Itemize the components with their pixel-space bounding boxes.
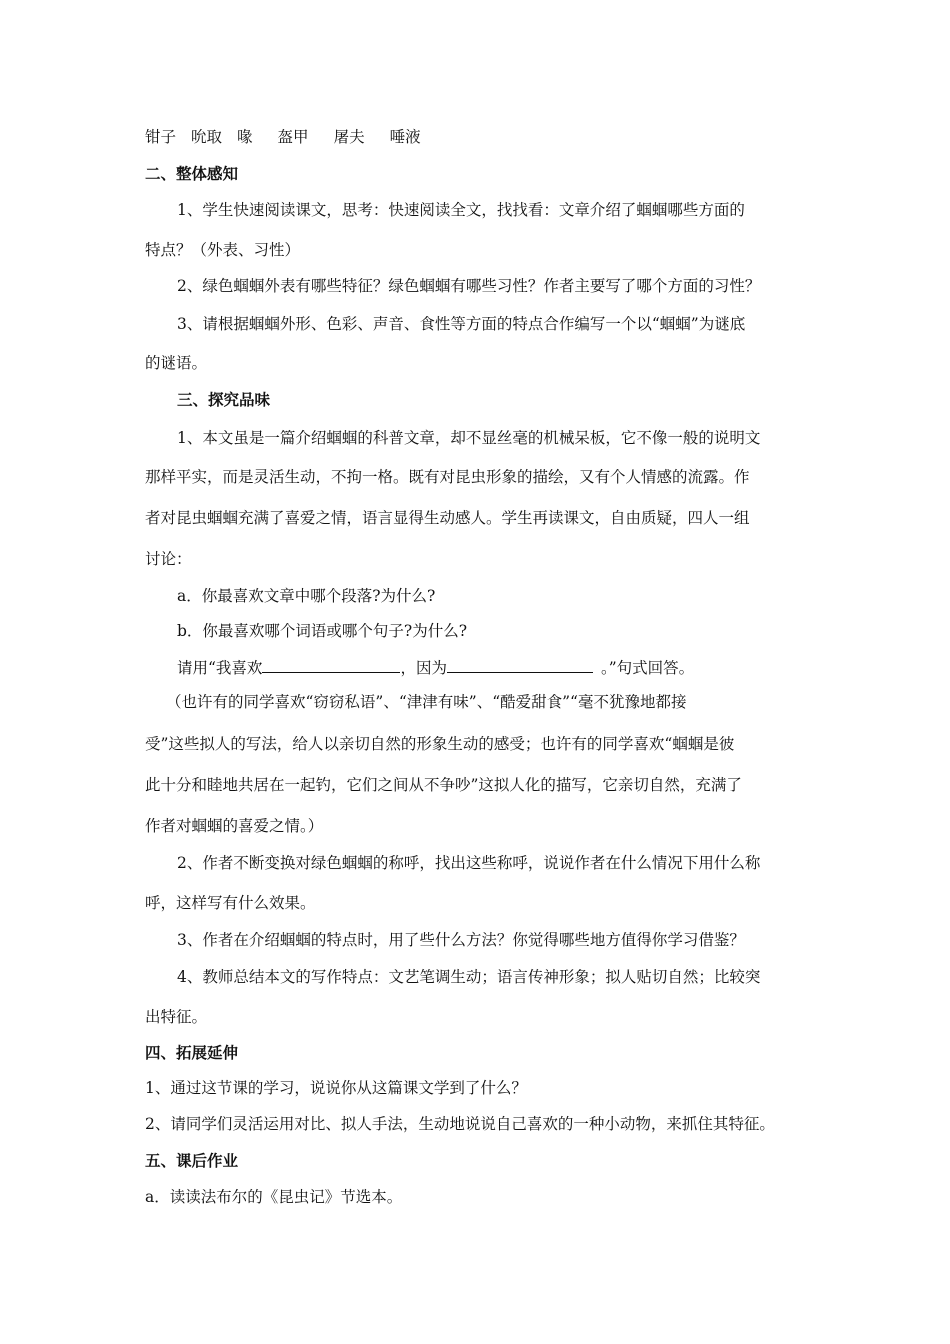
section4-heading: 四、拓展延伸 (145, 1043, 239, 1062)
note-line1: （也许有的同学喜欢“窃窃私语”、“津津有味”、“酷爱甜食”“毫不犹豫地都接 (166, 693, 687, 711)
section4-p2: 2、请同学们灵活运用对比、拟人手法，生动地说说自己喜欢的一种小动物，来抓住其特征。 (145, 1115, 775, 1133)
fill-in-sentence (177, 657, 694, 678)
section3-p4-line1: 4、教师总结本文的写作特点：文艺笔调生动；语言传神形象；拟人贴切自然；比较突 (177, 968, 761, 986)
vocab-word: 喙 (237, 128, 253, 146)
fill-blank (447, 657, 593, 673)
fill-middle: ，因为 (400, 659, 447, 677)
section3-question-a: a．你最喜欢文章中哪个段落?为什么? (177, 587, 436, 605)
section3-p1-line2: 那样平实，而是灵活生动，不拘一格。既有对昆虫形象的描绘，又有个人情感的流露。作 (145, 468, 750, 486)
fill-prefix: 请用“我喜欢 (177, 659, 263, 677)
section2-p3-line2: 的谜语。 (145, 354, 208, 372)
section2-p2: 2、绿色蝈蝈外表有哪些特征？绿色蝈蝈有哪些习性？作者主要写了哪个方面的习性？ (177, 277, 761, 295)
section3-p4-line2: 出特征。 (145, 1008, 208, 1026)
vocab-word: 屠夫 (333, 128, 365, 146)
note-line4: 作者对蝈蝈的喜爱之情。） (145, 817, 324, 835)
section2-heading: 二、整体感知 (145, 164, 239, 183)
section3-heading: 三、探究品味 (177, 390, 271, 409)
section2-p3-line1: 3、请根据蝈蝈外形、色彩、声音、食性等方面的特点合作编写一个以“蝈蝈”为谜底 (177, 315, 746, 333)
section3-p2-line1: 2、作者不断变换对绿色蝈蝈的称呼，找出这些称呼，说说作者在什么情况下用什么称 (177, 854, 761, 872)
section3-p2-line2: 呼，这样写有什么效果。 (145, 894, 316, 912)
section5-heading: 五、课后作业 (145, 1151, 239, 1170)
fill-suffix: 。”句式回答。 (600, 659, 695, 677)
vocab-word: 吮取 (191, 128, 223, 146)
section3-p1-line4: 讨论： (145, 550, 192, 568)
vocab-word: 唾液 (389, 128, 421, 146)
section5-pa: a．读读法布尔的《昆虫记》节选本。 (145, 1188, 403, 1206)
note-line3: 此十分和睦地共居在一起钓，它们之间从不争吵”这拟人化的描写，它亲切自然，充满了 (145, 776, 742, 794)
section2-p1-line2: 特点？（外表、习性） (145, 241, 301, 259)
fill-blank (262, 657, 400, 673)
section3-p1-line3: 者对昆虫蝈蝈充满了喜爱之情，语言显得生动感人。学生再读课文，自由质疑，四人一组 (145, 509, 750, 527)
section3-p3: 3、作者在介绍蝈蝈的特点时，用了些什么方法？你觉得哪些地方值得你学习借鉴？ (177, 931, 745, 949)
vocab-line (145, 127, 421, 147)
note-line2: 受”这些拟人的写法，给人以亲切自然的形象生动的感受；也许有的同学喜欢“蝈蝈是彼 (145, 735, 735, 753)
section3-p1-line1: 1、本文虽是一篇介绍蝈蝈的科普文章，却不显丝毫的机械呆板，它不像一般的说明文 (177, 429, 761, 447)
vocab-word: 盔甲 (277, 128, 309, 146)
section4-p1: 1、通过这节课的学习，说说你从这篇课文学到了什么？ (145, 1079, 527, 1097)
vocab-word: 钳子 (145, 128, 177, 146)
section3-question-b: b．你最喜欢哪个词语或哪个句子?为什么? (177, 622, 468, 640)
section2-p1-line1: 1、学生快速阅读课文，思考：快速阅读全文，找找看：文章介绍了蝈蝈哪些方面的 (177, 201, 745, 219)
